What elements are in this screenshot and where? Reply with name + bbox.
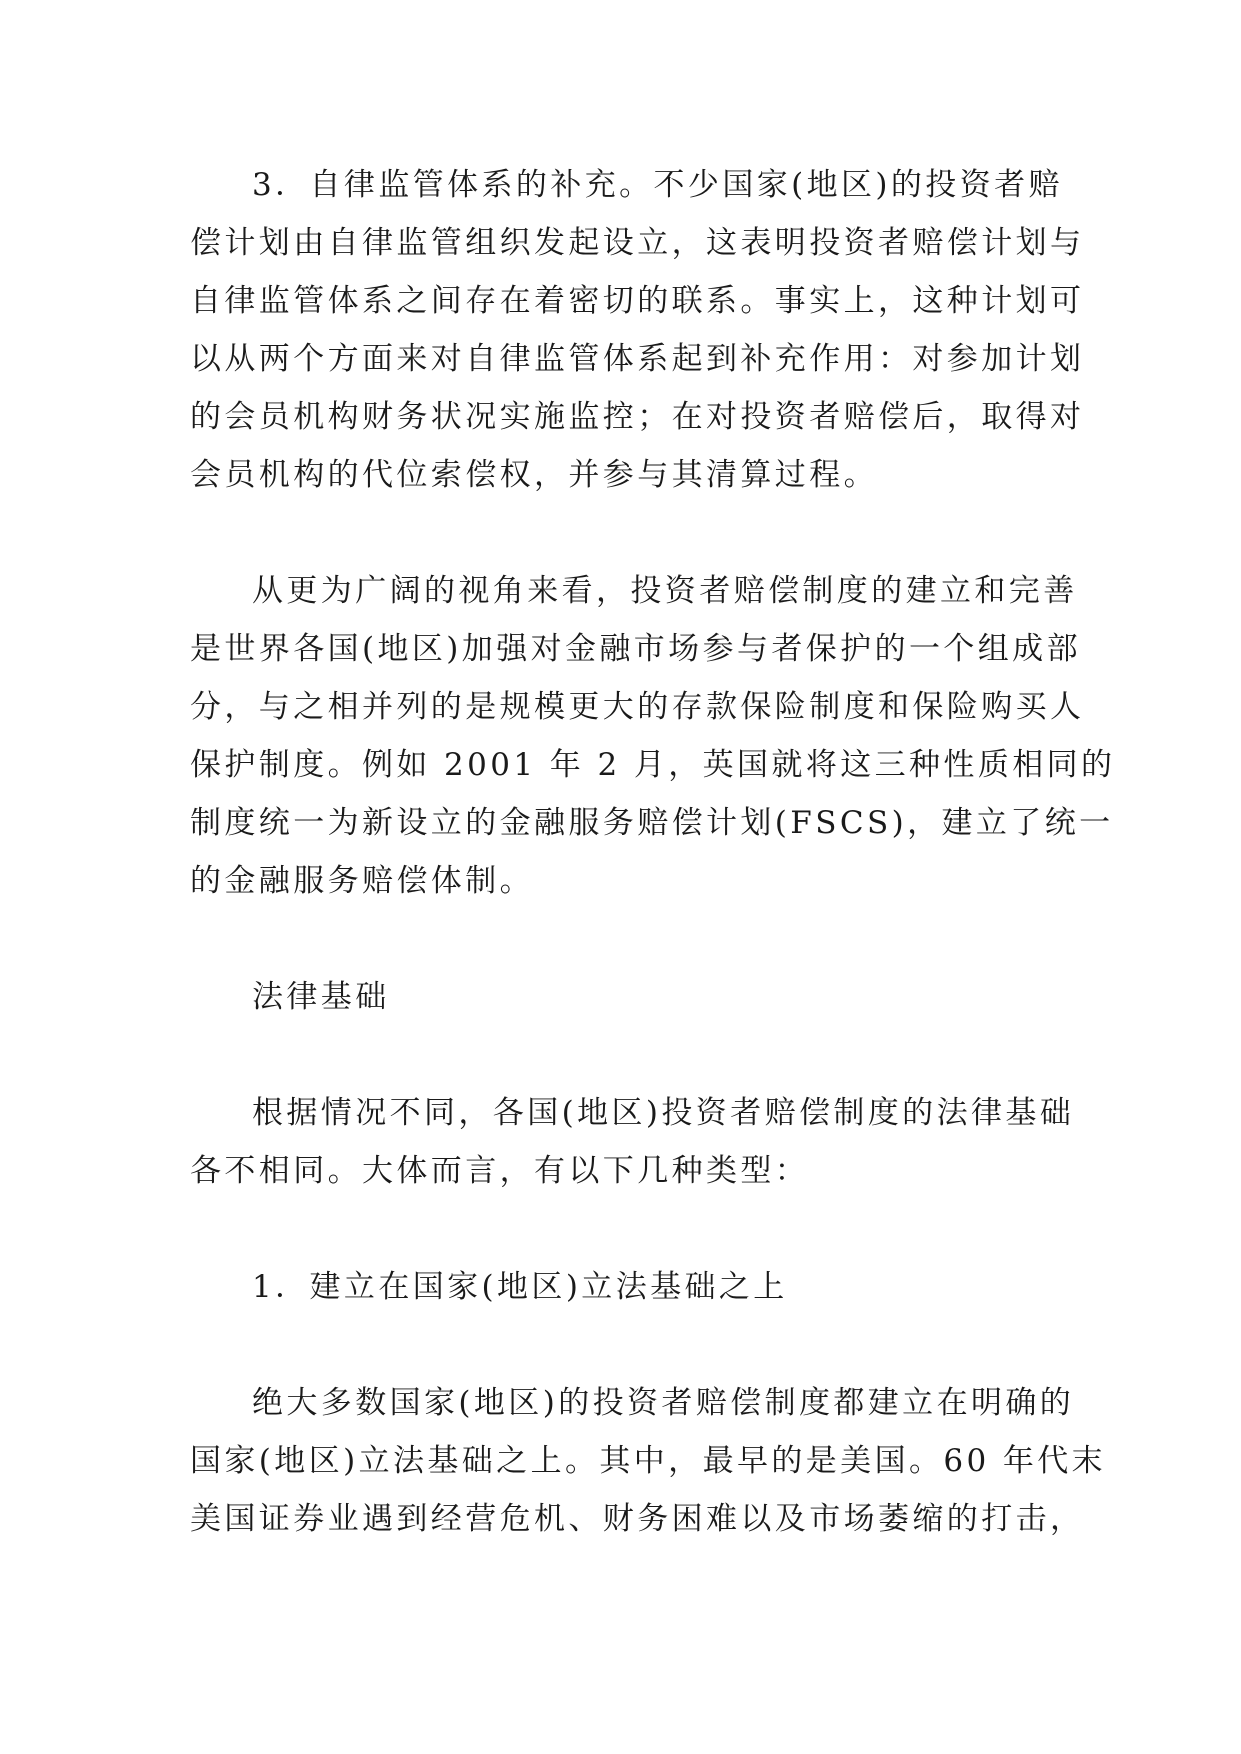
paragraph-line: 国家(地区)立法基础之上。其中，最早的是美国。60 年代末 (190, 1443, 1107, 1479)
paragraph-gap (190, 504, 1055, 562)
paragraph-line: 是世界各国(地区)加强对金融市场参与者保护的一个组成部 (190, 631, 1081, 667)
subheading: 1．建立在国家(地区)立法基础之上 (252, 1269, 788, 1305)
paragraph-self-regulation (190, 156, 1085, 504)
paragraph-broader-view (190, 562, 1116, 910)
document-body (190, 156, 1116, 1548)
paragraph-line: 绝大多数国家(地区)的投资者赔偿制度都建立在明确的 (252, 1385, 1075, 1421)
paragraph-gap (190, 910, 1055, 968)
section-heading-legal-basis (190, 968, 1055, 1026)
paragraph-line: 美国证券业遇到经营危机、财务困难以及市场萎缩的打击， (190, 1501, 1085, 1537)
paragraph-line: 的金融服务赔偿体制。 (190, 863, 534, 899)
paragraph-gap (190, 1316, 1055, 1374)
paragraph-line: 以从两个方面来对自律监管体系起到补充作用：对参加计划 (190, 341, 1085, 377)
paragraph-line: 分，与之相并列的是规模更大的存款保险制度和保险购买人 (190, 689, 1085, 725)
paragraph-line: 3．自律监管体系的补充。不少国家(地区)的投资者赔 (252, 167, 1063, 203)
paragraph-line: 各不相同。大体而言，有以下几种类型： (190, 1153, 810, 1189)
section-heading: 法律基础 (252, 979, 390, 1015)
paragraph-line: 制度统一为新设立的金融服务赔偿计划(FSCS)，建立了统一 (190, 805, 1114, 841)
paragraph-line: 会员机构的代位索偿权，并参与其清算过程。 (190, 457, 878, 493)
paragraph-line: 保护制度。例如 2001 年 2 月，英国就将这三种性质相同的 (190, 747, 1116, 783)
paragraph-majority-countries (190, 1374, 1107, 1548)
subheading-national-legislation (190, 1258, 1055, 1316)
paragraph-line: 自律监管体系之间存在着密切的联系。事实上，这种计划可 (190, 283, 1085, 319)
paragraph-gap (190, 1026, 1055, 1084)
paragraph-gap (190, 1200, 1055, 1258)
paragraph-line: 从更为广阔的视角来看，投资者赔偿制度的建立和完善 (252, 573, 1078, 609)
paragraph-line: 的会员机构财务状况实施监控；在对投资者赔偿后，取得对 (190, 399, 1085, 435)
paragraph-line: 根据情况不同，各国(地区)投资者赔偿制度的法律基础 (252, 1095, 1075, 1131)
paragraph-line: 偿计划由自律监管组织发起设立，这表明投资者赔偿计划与 (190, 225, 1085, 261)
paragraph-types-intro (190, 1084, 1075, 1200)
